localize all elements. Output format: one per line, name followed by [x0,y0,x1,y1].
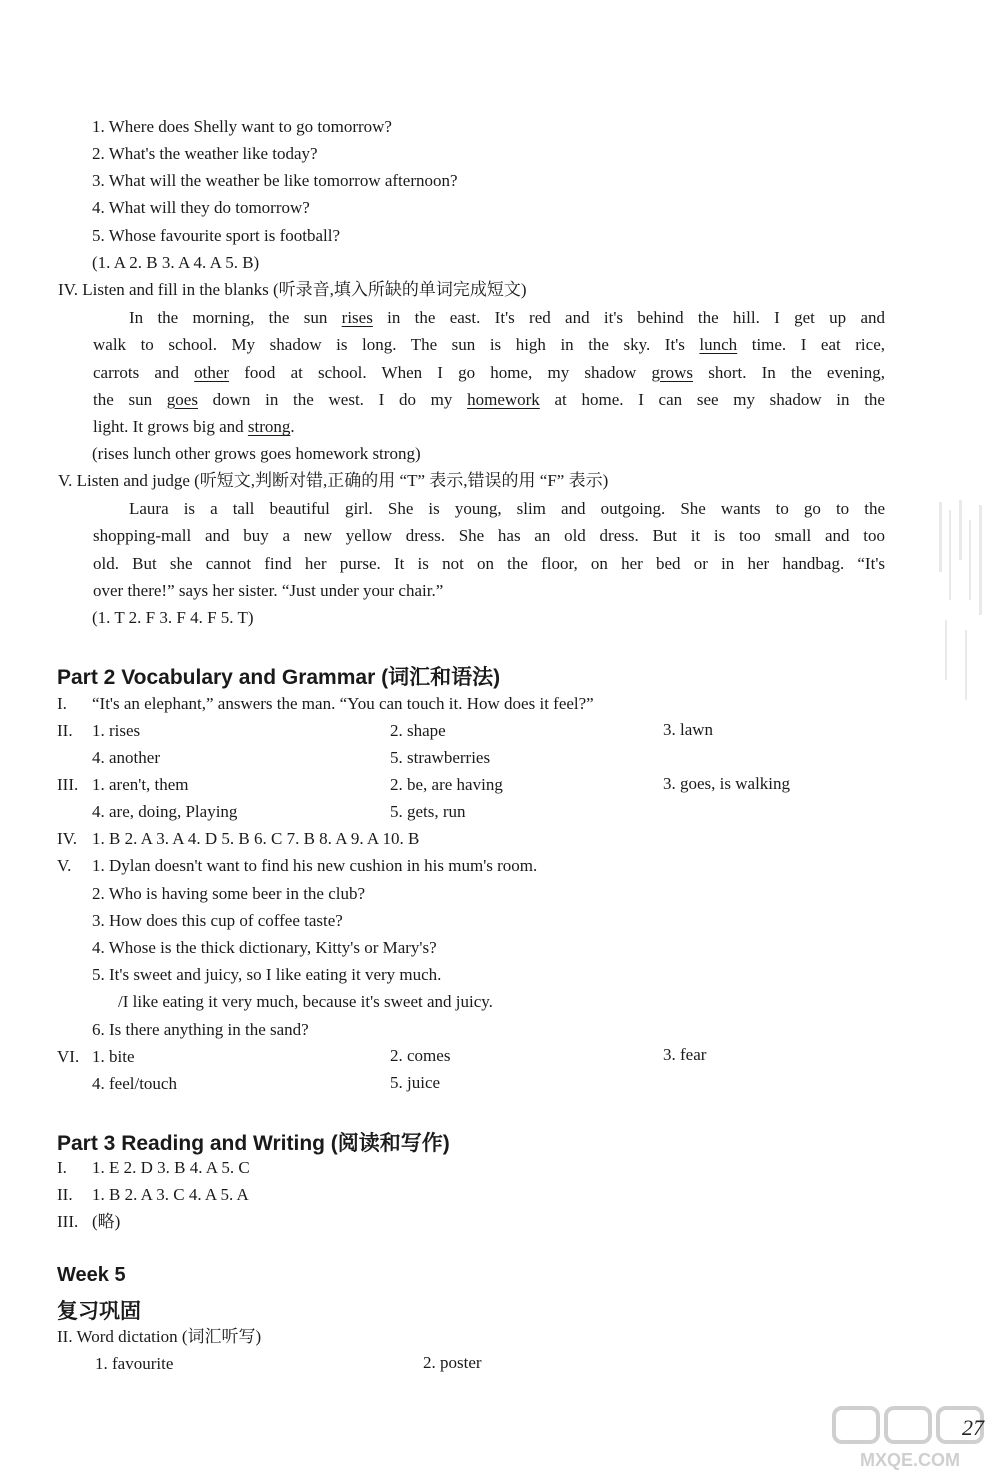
part3-heading: Part 3 Reading and Writing (阅读和写作) [57,1132,450,1155]
p3-ii-text: 1. B 2. A 3. C 4. A 5. A [92,1185,249,1204]
blank-word: other [194,362,230,382]
dictation-word-2: 2. poster [423,1353,482,1372]
p2-v-item: 4. Whose is the thick dictionary, Kitty's or Mary's? [92,938,437,957]
p2-iv-text: 1. B 2. A 3. A 4. D 5. B 6. C 7. B 8. A 9. A 10. B [92,829,420,848]
week-subtitle: 复习巩固 [57,1300,141,1323]
dictation-word-1: 1. favourite [95,1354,174,1373]
part2-heading: Part 2 Vocabulary and Grammar (词汇和语法) [57,666,501,689]
blank-word: rises [341,308,373,327]
p2-v-item: 1. Dylan doesn't want to find his new cushion in his mum's room. [92,856,538,875]
p3-iii-num: III. [57,1212,79,1231]
watermark-logo [830,1405,990,1471]
blank-word: homework [467,389,540,409]
blank-word: grows [651,362,694,382]
question-2: 2. What's the weather like today? [92,144,318,163]
section-v-label: V. Listen and judge (听短文,判断对错,正确的用 “T” 表示,错误的用 “F” 表示) [58,471,609,490]
passage-fill-blanks: In the morning, the sun rises in the east. It's red and it's behind the hill. I get up and walk to school. My shadow is long. The sun is high in the sky. It's lunch time. I eat rice, carrots and other food at school. When I go home, my shadow grows short. In the evening, the sun goes down in the west. I do my homework at home. I can see my shadow in the light. It grows big and strong. [93,308,886,437]
p2-v-item: 2. Who is having some beer in the club? [92,884,366,903]
p2-v-item: 5. It's sweet and juicy, so I like eating it very much. [92,965,442,984]
week-ii-label: II. Word dictation (词汇听写) [57,1327,262,1346]
p2-iii-d: 4. are, doing, Playing [92,802,238,821]
p2-v-num: V. [57,856,72,875]
p2-iii-a: 1. aren't, them [92,775,189,794]
p2-iii-e: 5. gets, run [390,802,466,821]
blank-word: lunch [699,335,738,355]
week-title: Week 5 [57,1264,126,1286]
question-1: 1. Where does Shelly want to go tomorrow? [92,117,392,136]
p2-iii-b: 2. be, are having [390,775,503,794]
answers-row: (1. A 2. B 3. A 4. A 5. B) [92,253,260,272]
p2-i-num: I. [57,694,67,713]
p2-ii-num: II. [57,721,73,740]
p2-iii-c: 3. goes, is walking [663,774,791,793]
p2-ii-d: 4. another [92,748,160,767]
p2-ii-c: 3. lawn [663,720,714,739]
p2-i-text: “It's an elephant,” answers the man. “You can touch it. How does it feel?” [92,694,594,713]
watermark-text: MXQE.COM [859,1450,961,1470]
p2-vi-c: 3. fear [663,1045,707,1064]
p2-ii-e: 5. strawberries [390,748,491,767]
p3-i-text: 1. E 2. D 3. B 4. A 5. C [92,1158,250,1177]
p2-vi-num: VI. [57,1047,80,1066]
question-4: 4. What will they do tomorrow? [92,198,310,217]
p2-v-item: 3. How does this cup of coffee taste? [92,911,343,930]
passage-judge: Laura is a tall beautiful girl. She is young, slim and outgoing. She wants to go to the shopping-mall and buy a new yellow dress. She has an old dress. But it is too small and too old. But she cannot find her purse. It is not on the floor, on her bed or in her handbag. “It's over there!” says her sister. “Just under your chair.” [93,499,885,600]
page-number: 27 [962,1415,984,1440]
scan-artifact [935,500,990,720]
p3-i-num: I. [57,1158,67,1177]
p2-iv-num: IV. [57,829,77,848]
p2-v-item-alt: /I like eating it very much, because it's sweet and juicy. [118,992,493,1011]
p2-vi-b: 2. comes [390,1046,451,1065]
p2-ii-b: 2. shape [390,721,446,740]
blank-word: goes [166,389,198,409]
question-5: 5. Whose favourite sport is football? [92,226,341,245]
p3-iii-text: (略) [92,1212,121,1231]
p3-ii-num: II. [57,1185,73,1204]
judge-answers: (1. T 2. F 3. F 4. F 5. T) [92,608,254,627]
p2-vi-e: 5. juice [390,1073,441,1092]
section-iv-label: IV. Listen and fill in the blanks (听录音,填入所缺的单词完成短文) [58,280,527,299]
p2-v-item: 6. Is there anything in the sand? [92,1020,309,1039]
p2-vi-a: 1. bite [92,1047,135,1066]
p2-vi-d: 4. feel/touch [92,1074,177,1093]
blank-word: strong [247,417,291,437]
p2-iii-num: III. [57,775,79,794]
p2-ii-a: 1. rises [92,721,141,740]
question-3: 3. What will the weather be like tomorrow afternoon? [92,171,458,190]
word-list: (rises lunch other grows goes homework strong) [92,444,421,463]
